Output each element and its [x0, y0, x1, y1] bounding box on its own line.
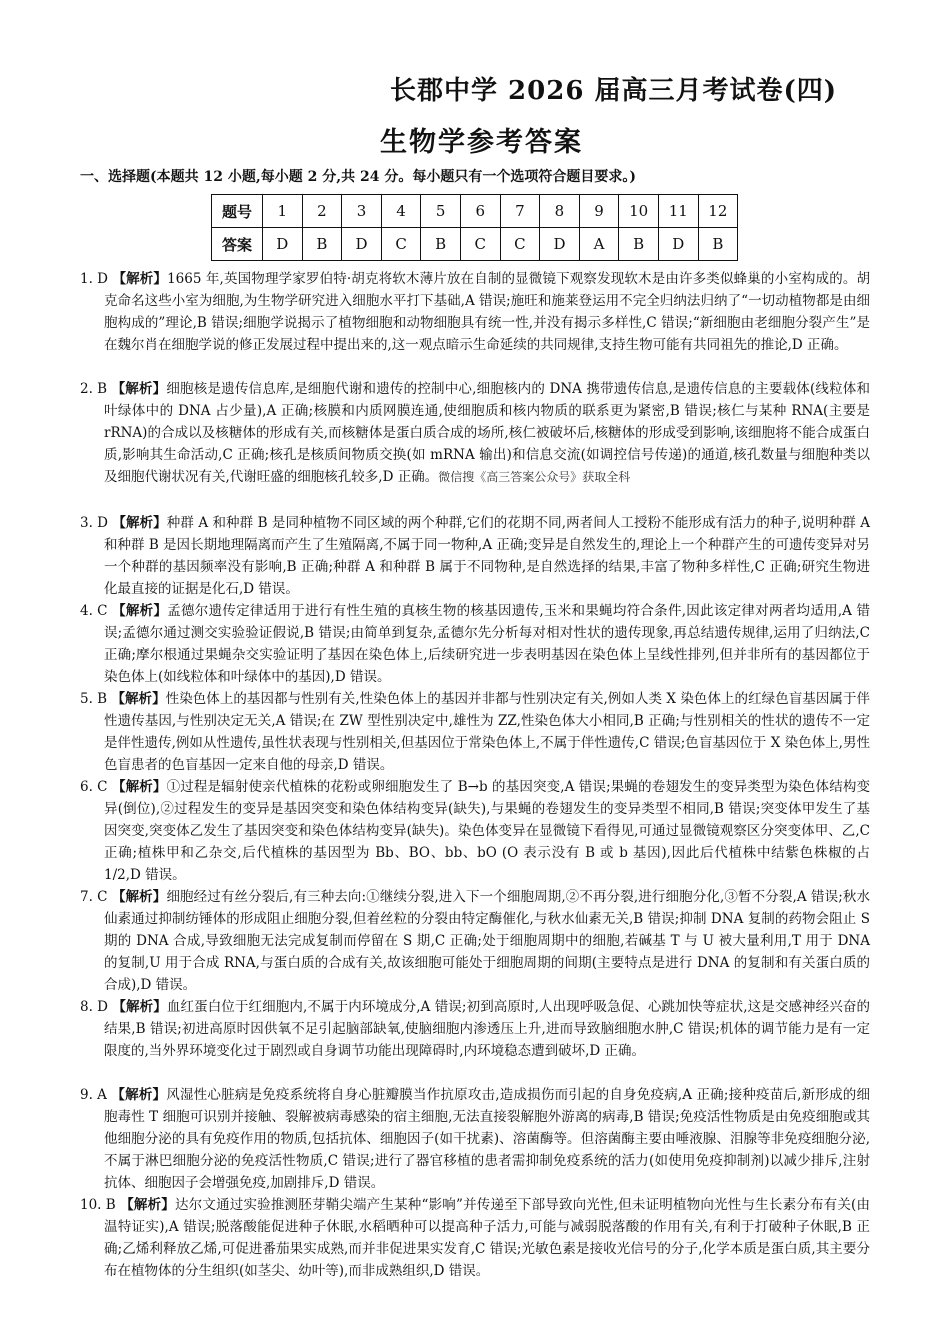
explanation-text: 达尔文通过实验推测胚芽鞘尖端产生某种“影响”并传递至下部导致向光性,但未证明植物向光性与生长素分布有关(由温特证实),A 错误;脱落酸能促进种子休眠,水稻晒种可以提高种子活力,可能与减弱脱落酸的作用有关,有利于打破种子休眠,B 正确;乙烯利释放乙烯,可促进番茄果实成熟,而并非促进果实发育,C 错误;光敏色素是接收光信号的分子,化学本质是蛋白质,其主要分布在植物体的分生组织(如茎尖、幼叶等),而非成熟组织,D 错误。: [104, 1197, 871, 1280]
answer-table-number-row: [212, 195, 738, 228]
question-number: 6: [460, 195, 500, 228]
explanation-text: 血红蛋白位于红细胞内,不属于内环境成分,A 错误;初到高原时,人出现呼吸急促、心跳加快等症状,这是交感神经兴奋的结果,B 错误;初进高原时因供氧不足引起脑部缺氧,使脑细胞内渗透压上升,进而导致脑细胞水肿,C 错误;机体的调节能力是有一定限度的,当外界环境变化过于剧烈或自身调节功能出现障碍时,内环境稳态遭到破坏,D 正确。: [104, 999, 870, 1060]
question-number: 10: [619, 195, 659, 228]
answer-cell: D: [263, 228, 303, 261]
question-number: 12: [698, 195, 738, 228]
question-label: 9. A: [80, 1087, 107, 1103]
row-label-number: 题号: [212, 195, 263, 228]
answer-cell: B: [619, 228, 659, 261]
question-label: 7. C: [80, 889, 108, 905]
analysis-tag: 【解析】: [112, 999, 167, 1015]
question-number: 11: [658, 195, 698, 228]
answer-key-title: 生物学参考答案: [380, 127, 583, 158]
analysis-tag: 【解析】: [111, 381, 167, 397]
question-label: 8. D: [80, 999, 108, 1015]
answer-cell: D: [658, 228, 698, 261]
row-label-answer: 答案: [212, 228, 263, 261]
analysis-tag: 【解析】: [112, 603, 168, 619]
analysis-tag: 【解析】: [120, 1197, 175, 1213]
explanation-q9: [80, 1084, 870, 1194]
explanation-q4: [80, 600, 870, 688]
answer-cell: D: [342, 228, 382, 261]
wechat-note: 微信搜《高三答案公众号》获取全科: [438, 470, 631, 485]
answer-cell: C: [460, 228, 500, 261]
question-number: 8: [540, 195, 580, 228]
explanation-text: 细胞经过有丝分裂后,有三种去向:①继续分裂,进入下一个细胞周期,②不再分裂,进行细胞分化,③暂不分裂,A 错误;秋水仙素通过抑制纺锤体的形成阻止细胞分裂,但着丝粒的分裂由特定酶催化,与秋水仙素无关,B 错误;抑制 DNA 复制的药物会阻止 S 期的 DNA 合成,导致细胞无法完成复制而停留在 S 期,C 正确;处于细胞周期中的细胞,若碱基 T 与 U 被大量利用,T 用于 DNA 的复制,U 用于合成 RNA,与蛋白质的合成有关,故该细胞可能处于细胞周期的间期(主要特点是进行 DNA 的复制和有关蛋白质的合成),D 错误。: [104, 889, 871, 994]
answer-table-answer-row: [212, 228, 738, 261]
analysis-tag: 【解析】: [111, 1087, 167, 1103]
explanation-q1: [80, 268, 870, 356]
explanation-q10: [80, 1194, 870, 1282]
question-label: 1. D: [80, 271, 108, 287]
question-label: 3. D: [80, 515, 108, 531]
answer-cell: C: [500, 228, 540, 261]
explanation-text: 性染色体上的基因都与性别有关,性染色体上的基因并非都与性别决定有关,例如人类 X 染色体上的红绿色盲基因属于伴性遗传基因,与性别决定无关,A 错误;在 ZW 型性别决定中,雄性为 ZZ,性染色体大小相同,B 正确;与性别相关的性状的遗传不一定是伴性遗传,例如从性遗传,虽性状表现与性别相关,但基因位于常染色体上,不属于伴性遗传,C 错误;色盲基因位于 X 染色体上,男性色盲患者的色盲基因一定来自他的母亲,D 错误。: [104, 691, 870, 774]
question-number: 9: [579, 195, 619, 228]
analysis-tag: 【解析】: [111, 779, 167, 795]
section-heading: 一、选择题(本题共 12 小题,每小题 2 分,共 24 分。每小题只有一个选项符合题目要求。): [80, 169, 636, 185]
explanation-text: 1665 年,英国物理学家罗伯特·胡克将软木薄片放在自制的显微镜下观察发现软木是由许多类似蜂巢的小室构成的。胡克命名这些小室为细胞,为生物学研究进入细胞水平打下基础,A 错误;施旺和施莱登运用不完全归纳法归纳了“一切动植物都是由细胞构成的”理论,B 错误;细胞学说揭示了植物细胞和动物细胞具有统一性,并没有揭示多样性,C 错误;“新细胞由老细胞分裂产生”是在魏尔肖在细胞学说的修正发展过程中提出来的,这一观点暗示生命延续的共同规律,支持生物可能有共同祖先的推论,D 正确。: [104, 271, 871, 354]
question-number: 7: [500, 195, 540, 228]
question-number: 5: [421, 195, 461, 228]
question-label: 4. C: [80, 603, 108, 619]
answer-cell: B: [698, 228, 738, 261]
explanation-q8: [80, 996, 870, 1062]
answer-table: [211, 194, 738, 261]
analysis-tag: 【解析】: [111, 889, 167, 905]
question-label: 10. B: [80, 1197, 116, 1213]
answer-cell: D: [540, 228, 580, 261]
explanation-text: ①过程是辐射使亲代植株的花粉或卵细胞发生了 B→b 的基因突变,A 错误;果蝇的卷翅发生的变异类型为染色体结构变异(倒位),②过程发生的变异是基因突变和染色体结构变异(缺失),与果蝇的卷翅发生的变异类型不相同,B 错误;突变体甲发生了基因突变,突变体乙发生了基因突变和染色体结构变异(缺失)。染色体变异在显微镜下看得见,可通过显微镜观察区分突变体甲、乙,C 正确;植株甲和乙杂交,后代植株的基因型为 Bb、BO、bb、bO (O 表示没有 B 或 b 基因),因此后代植株中结紫色株椒的占 1/2,D 错误。: [104, 779, 870, 884]
answer-cell: B: [421, 228, 461, 261]
answer-cell: A: [579, 228, 619, 261]
analysis-tag: 【解析】: [112, 515, 167, 531]
explanation-q6: [80, 776, 870, 886]
explanation-q2: [80, 378, 870, 488]
answer-cell: C: [381, 228, 421, 261]
exam-title: 长郡中学 2026 届高三月考试卷(四): [390, 76, 838, 106]
explanation-q3: [80, 512, 870, 600]
explanation-q7: [80, 886, 870, 996]
question-label: 2. B: [80, 381, 108, 397]
explanation-text: 孟德尔遗传定律适用于进行有性生殖的真核生物的核基因遗传,玉米和果蝇均符合条件,因此该定律对两者均适用,A 错误;孟德尔通过测交实验验证假说,B 错误;由简单到复杂,孟德尔先分析每对相对性状的遗传现象,再总结遗传规律,运用了归纳法,C 正确;摩尔根通过果蝇杂交实验证明了基因在染色体上,后续研究进一步表明基因在染色体上呈线性排列,但并非所有的基因都位于染色体上(如线粒体和叶绿体中的基因),D 错误。: [104, 603, 871, 686]
question-number: 1: [263, 195, 303, 228]
explanation-q5: [80, 688, 870, 776]
question-label: 5. B: [80, 691, 108, 707]
question-number: 2: [302, 195, 342, 228]
explanation-text: 种群 A 和种群 B 是同种植物不同区域的两个种群,它们的花期不同,两者间人工授粉不能形成有活力的种子,说明种群 A 和种群 B 是因长期地理隔离而产生了生殖隔离,不属于同一物种,A 正确;变异是自然发生的,理论上一个种群产生的可遗传变异对另一个种群的基因频率没有影响,B 正确;种群 A 和种群 B 属于不同物种,是自然选择的结果,丰富了物种多样性,C 正确;研究生物进化最直接的证据是化石,D 错误。: [104, 515, 871, 598]
question-label: 6. C: [80, 779, 108, 795]
analysis-tag: 【解析】: [112, 271, 168, 287]
question-number: 4: [381, 195, 421, 228]
explanation-text: 细胞核是遗传信息库,是细胞代谢和遗传的控制中心,细胞核内的 DNA 携带遗传信息,是遗传信息的主要载体(线粒体和叶绿体中的 DNA 占少量),A 正确;核膜和内质网膜连通,使细胞质和核内物质的联系更为紧密,B 错误;核仁与某种 RNA(主要是 rRNA)的合成以及核糖体的形成有关,而核糖体是蛋白质合成的场所,核仁被破坏后,核糖体的形成受到影响,该细胞将不能合成蛋白质,影响其生命活动,C 正确;核孔是核质间物质交换(如 mRNA 输出)和信息交流(如调控信号传递)的通道,核孔数量与细胞种类以及细胞代谢状况有关,代谢旺盛的细胞核孔较多,D 正确。: [104, 381, 871, 486]
analysis-tag: 【解析】: [111, 691, 166, 707]
question-number: 3: [342, 195, 382, 228]
explanation-text: 风湿性心脏病是免疫系统将自身心脏瓣膜当作抗原攻击,造成损伤而引起的自身免疫病,A 正确;接种疫苗后,新形成的细胞毒性 T 细胞可识别并接触、裂解被病毒感染的宿主细胞,无法直接裂解胞外游离的病毒,B 错误;免疫活性物质是由免疫细胞或其他细胞分泌的具有免疫作用的物质,包括抗体、细胞因子(如干扰素)、溶菌酶等。但溶菌酶主要由唾液腺、泪腺等非免疫细胞分泌,不属于淋巴细胞分泌的免疫活性物质,C 错误;进行了器官移植的患者需抑制免疫系统的活力(如使用免疫抑制剂)以减少排斥,注射抗体、细胞因子会增强免疫,加剧排斥,D 错误。: [104, 1087, 871, 1192]
answer-cell: B: [302, 228, 342, 261]
